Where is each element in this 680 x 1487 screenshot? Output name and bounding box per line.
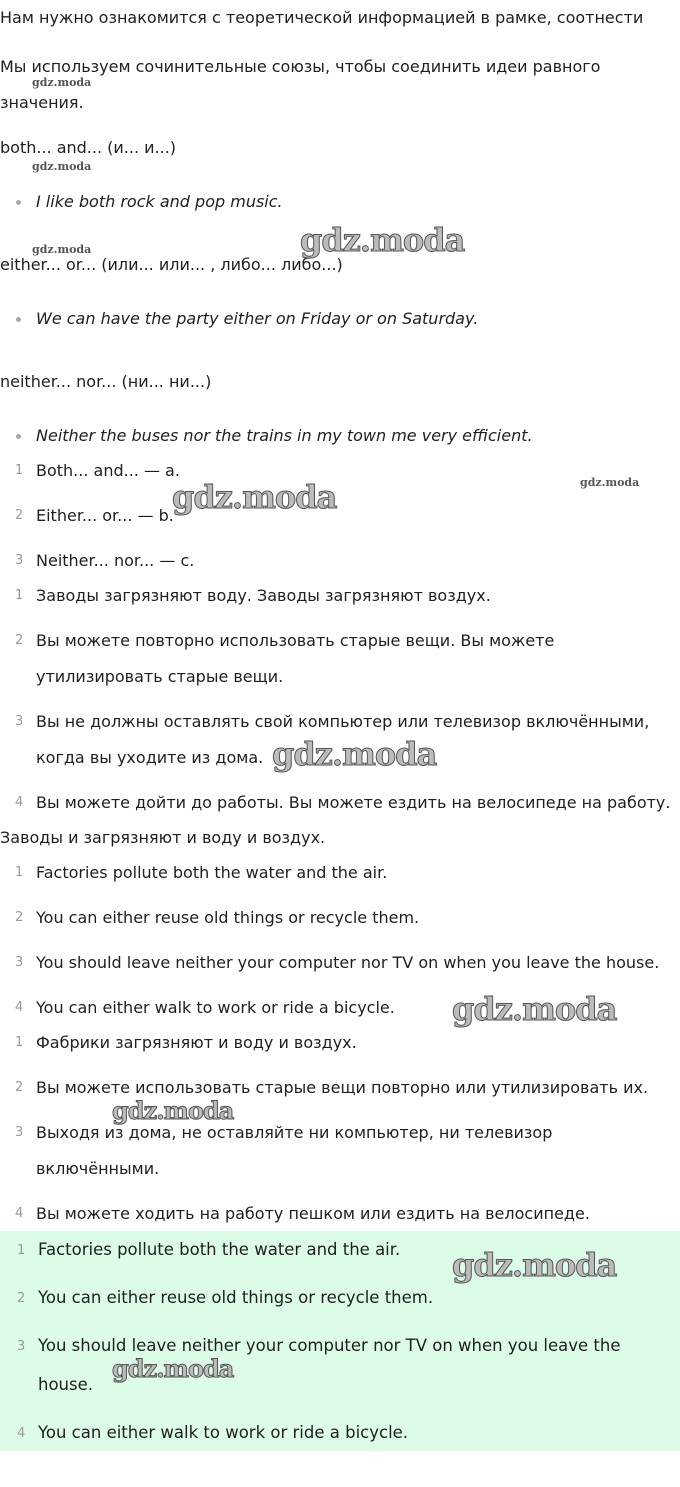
list-number: 1 [15, 463, 24, 478]
translation-ru-item: Вы можете ходить на работу пешком или ездить на велосипеде. [36, 1204, 590, 1223]
answer-en-item: You can either walk to work or ride a bicycle. [36, 998, 395, 1017]
answer-en-item: You can either reuse old things or recycle them. [36, 908, 420, 927]
final-answer-item: You can either reuse old things or recycle them. [38, 1288, 434, 1307]
answer-en-item: You should leave neither your computer nor TV on when you leave the house. [36, 953, 660, 972]
either-example: We can have the party either on Friday or on Saturday. [36, 309, 479, 328]
task-ru-item: Заводы загрязняют воду. Заводы загрязняют воздух. [36, 586, 491, 605]
list-number: 1 [15, 1035, 24, 1050]
both-heading: both... and... (и... и...) [0, 138, 177, 157]
neither-heading: neither... nor... (ни... ни...) [0, 372, 212, 391]
list-number: 3 [15, 714, 24, 729]
list-number: 1 [15, 865, 24, 880]
translation-ru-item: Вы можете использовать старые вещи повторно или утилизировать их. [36, 1078, 649, 1097]
both-example: I like both rock and pop music. [36, 192, 283, 211]
watermark: gdz.moda [452, 1246, 617, 1284]
final-answer-item-cont: house. [38, 1375, 94, 1394]
translation-ru-item-cont: включёнными. [36, 1159, 160, 1178]
translation-ru-item: Выходя из дома, не оставляйте ни компьютер, ни телевизор [36, 1123, 553, 1142]
final-answer-item: Factories pollute both the water and the air. [38, 1240, 401, 1259]
rule-text-line2: значения. [0, 93, 84, 112]
watermark: gdz.moda [300, 221, 465, 259]
list-number: 4 [15, 1000, 24, 1015]
watermark: gdz.moda [32, 160, 92, 173]
bullet-icon [16, 434, 21, 439]
list-number: 3 [17, 1339, 26, 1354]
task-ru-item-cont: когда вы уходите из дома. [36, 748, 264, 767]
list-number: 2 [15, 910, 24, 925]
list-number: 2 [15, 633, 24, 648]
neither-example: Neither the buses nor the trains in my town me very efficient. [36, 426, 533, 445]
either-heading: either... or... (или... или... , либо... либо...) [0, 255, 343, 274]
final-answer-item: You can either walk to work or ride a bicycle. [38, 1423, 409, 1442]
watermark: gdz.moda [32, 243, 92, 256]
list-number: 2 [15, 1080, 24, 1095]
list-number: 4 [15, 795, 24, 810]
watermark: gdz.moda [112, 1354, 234, 1383]
watermark: gdz.moda [112, 1096, 234, 1125]
task-ru-item-cont: утилизировать старые вещи. [36, 667, 284, 686]
list-number: 1 [17, 1243, 26, 1258]
list-number: 3 [15, 553, 24, 568]
bullet-icon [16, 317, 21, 322]
bullet-icon [16, 200, 21, 205]
intro-text: Нам нужно ознакомится с теоретической информацией в рамке, соотнести [0, 8, 644, 27]
list-number: 4 [17, 1426, 26, 1441]
task-ru-item: Вы можете дойти до работы. Вы можете ездить на велосипеде на работу. [36, 793, 671, 812]
sample-answer: Заводы и загрязняют и воду и воздух. [0, 828, 326, 847]
list-number: 2 [15, 508, 24, 523]
match-item: Neither... nor... — c. [36, 551, 195, 570]
watermark: gdz.moda [32, 76, 92, 89]
watermark: gdz.moda [272, 735, 437, 773]
task-ru-item: Вы можете повторно использовать старые вещи. Вы можете [36, 631, 555, 650]
watermark: gdz.moda [452, 990, 617, 1028]
final-answer-item: You should leave neither your computer nor TV on when you leave the [38, 1336, 621, 1355]
list-number: 3 [15, 955, 24, 970]
list-number: 2 [17, 1291, 26, 1306]
list-number: 1 [15, 588, 24, 603]
translation-ru-item: Фабрики загрязняют и воду и воздух. [36, 1033, 357, 1052]
answer-en-item: Factories pollute both the water and the air. [36, 863, 388, 882]
list-number: 3 [15, 1125, 24, 1140]
list-number: 4 [15, 1206, 24, 1221]
match-item: Either... or... — b. [36, 506, 174, 525]
rule-text-line1: Мы используем сочинительные союзы, чтобы соединить идеи равного [0, 57, 601, 76]
task-ru-item: Вы не должны оставлять свой компьютер или телевизор включёнными, [36, 712, 650, 731]
watermark: gdz.moda [172, 478, 337, 516]
match-item: Both... and... — a. [36, 461, 180, 480]
watermark: gdz.moda [580, 476, 640, 489]
